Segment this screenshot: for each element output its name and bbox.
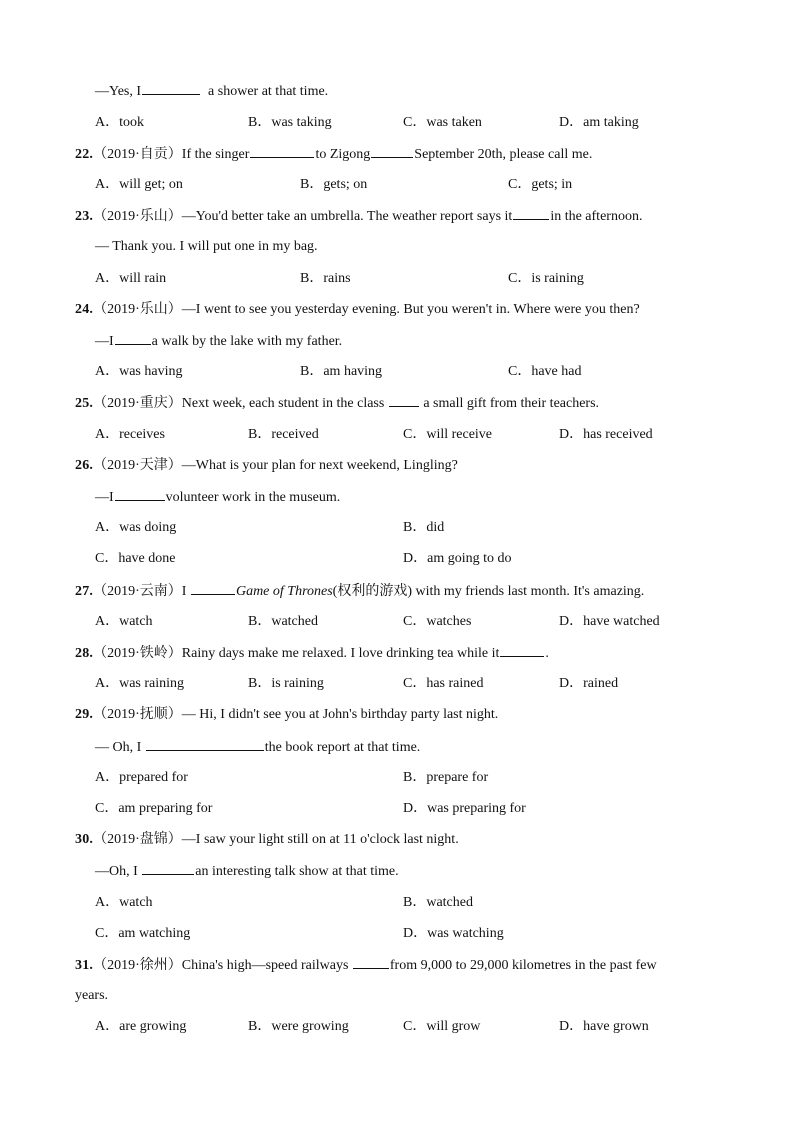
q27-option-b[interactable]: B．watched [248,614,318,629]
answer-blank [191,580,235,595]
q21-option-a[interactable]: A．took [95,115,144,130]
q26-option-c[interactable]: C．have done [95,551,176,566]
q21-option-b[interactable]: B．was taking [248,115,332,130]
q29-option-c[interactable]: C．am preparing for [95,801,213,816]
q30-stem [75,829,794,851]
q30-stem-text: —I saw your light still on at 11 o'clock last night. [181,832,459,847]
q31-option-c[interactable]: C．will grow [403,1019,481,1034]
q28-option-d[interactable]: D．rained [559,676,619,691]
q29-option-b[interactable]: B．prepare for [403,770,489,785]
answer-blank [500,642,544,657]
q29-response-post: the book report at that time. [264,740,421,755]
q31-number: 31. [75,958,94,973]
q26-response-pre: —I [95,490,114,505]
q27-option-a[interactable]: A．watch [95,614,153,629]
q22-option-a[interactable]: A．will get; on [95,177,183,192]
answer-blank [513,205,549,220]
q22-stem-c: September 20th, please call me. [414,147,593,162]
q31-option-b[interactable]: B．were growing [248,1019,349,1034]
q24-response-line [95,330,794,352]
q31-option-a[interactable]: A．are growing [95,1019,187,1034]
q29-option-a[interactable]: A．prepared for [95,770,188,785]
answer-blank [353,954,389,969]
q29-response-pre: — Oh, I [95,740,145,755]
answer-blank [250,143,314,158]
q27-option-d[interactable]: D．have watched [559,614,660,629]
q21-option-c[interactable]: C．was taken [403,115,482,130]
answer-blank [146,736,264,751]
q24-response-pre: —I [95,334,114,349]
q28-source: （2019·铁岭） [93,646,182,661]
q23-option-a[interactable]: A．will rain [95,271,167,286]
q27-stem [75,580,794,602]
answer-blank [115,486,165,501]
q30-option-b[interactable]: B．watched [403,895,473,910]
q24-response-post: a walk by the lake with my father. [151,334,343,349]
q25-option-b[interactable]: B．received [248,427,319,442]
q30-response-post: an interesting talk show at that time. [195,864,399,879]
q25-option-a[interactable]: A．receives [95,427,165,442]
q29-option-d[interactable]: D．was preparing for [403,801,526,816]
q29-response-line [95,736,794,758]
q26-option-b[interactable]: B．did [403,520,445,535]
q22-stem-a: If the singer [181,147,250,162]
q29-stem [75,704,794,726]
q27-stem-a: I [181,584,190,599]
q30-source: （2019·盘锦） [93,832,182,847]
q31-option-d[interactable]: D．have grown [559,1019,649,1034]
q25-number: 25. [75,396,94,411]
q23-response-line: — Thank you. I will put one in my bag. [95,239,318,254]
q30-option-d[interactable]: D．was watching [403,926,504,941]
q24-number: 24. [75,302,94,317]
q29-stem-text: — Hi, I didn't see you at John's birthday party last night. [181,707,499,722]
answer-blank [142,80,200,95]
q28-option-b[interactable]: B．is raining [248,676,324,691]
q26-source: （2019·天津） [93,458,182,473]
q24-source: （2019·乐山） [93,302,182,317]
answer-blank [389,392,419,407]
q25-stem [75,392,794,414]
q30-option-c[interactable]: C．am watching [95,926,191,941]
q30-number: 30. [75,832,94,847]
q25-option-d[interactable]: D．has received [559,427,653,442]
q26-stem-text: —What is your plan for next weekend, Lingling? [181,458,458,473]
answer-blank [371,143,413,158]
q21-response-post: a shower at that time. [201,84,329,99]
q24-stem [75,299,794,321]
q26-response-post: volunteer work in the museum. [165,490,341,505]
q23-option-b[interactable]: B．rains [300,271,351,286]
q21-response-line [95,80,794,102]
q22-stem [75,143,794,165]
q27-stem-b: (权利的游戏) with my friends last month. It's amazing. [332,584,645,599]
q22-number: 22. [75,147,94,162]
q25-source: （2019·重庆） [93,396,182,411]
q28-number: 28. [75,646,94,661]
q23-stem-a: —You'd better take an umbrella. The weather report says it [181,209,513,224]
q26-response-line [95,486,794,508]
q30-response-pre: —Oh, I [95,864,142,879]
q31-stem-b: from 9,000 to 29,000 kilometres in the past few [389,958,657,973]
q28-stem-a: Rainy days make me relaxed. I love drinking tea while it [181,646,500,661]
q30-response-line [95,860,794,882]
q27-option-c[interactable]: C．watches [403,614,472,629]
q23-option-c[interactable]: C．is raining [508,271,584,286]
q21-response-pre: —Yes, I [95,84,142,99]
q29-number: 29. [75,707,94,722]
q26-option-a[interactable]: A．was doing [95,520,177,535]
q21-option-d[interactable]: D．am taking [559,115,639,130]
q26-stem [75,455,794,477]
q24-stem-text: —I went to see you yesterday evening. But you weren't in. Where were you then? [181,302,640,317]
q26-number: 26. [75,458,94,473]
q22-source: （2019·自贡） [93,147,182,162]
q23-number: 23. [75,209,94,224]
q25-stem-a: Next week, each student in the class [181,396,388,411]
q30-option-a[interactable]: A．watch [95,895,153,910]
q27-source: （2019·云南） [93,584,182,599]
q25-stem-b: a small gift from their teachers. [419,396,600,411]
q28-stem-b: . [545,646,549,661]
q31-source: （2019·徐州） [93,958,182,973]
q31-stem-a: China's high—speed railways [181,958,352,973]
q26-option-d[interactable]: D．am going to do [403,551,512,566]
q29-source: （2019·抚顺） [93,707,182,722]
q22-option-c[interactable]: C．gets; in [508,177,573,192]
q27-number: 27. [75,584,94,599]
q23-stem [75,205,794,227]
answer-blank [115,330,151,345]
q24-option-b[interactable]: B．am having [300,364,383,379]
q24-option-a[interactable]: A．was having [95,364,183,379]
q31-stem-wrap: years. [75,988,109,1003]
q27-title: Game of Thrones [235,584,333,599]
answer-blank [142,860,194,875]
q22-option-b[interactable]: B．gets; on [300,177,368,192]
q28-option-a[interactable]: A．was raining [95,676,185,691]
q23-stem-b: in the afternoon. [550,209,643,224]
q28-option-c[interactable]: C．has rained [403,676,484,691]
q28-stem [75,642,794,664]
q22-stem-b: to Zigong [315,147,371,162]
q24-option-c[interactable]: C．have had [508,364,582,379]
q25-option-c[interactable]: C．will receive [403,427,493,442]
q31-stem [75,954,794,976]
q23-source: （2019·乐山） [93,209,182,224]
